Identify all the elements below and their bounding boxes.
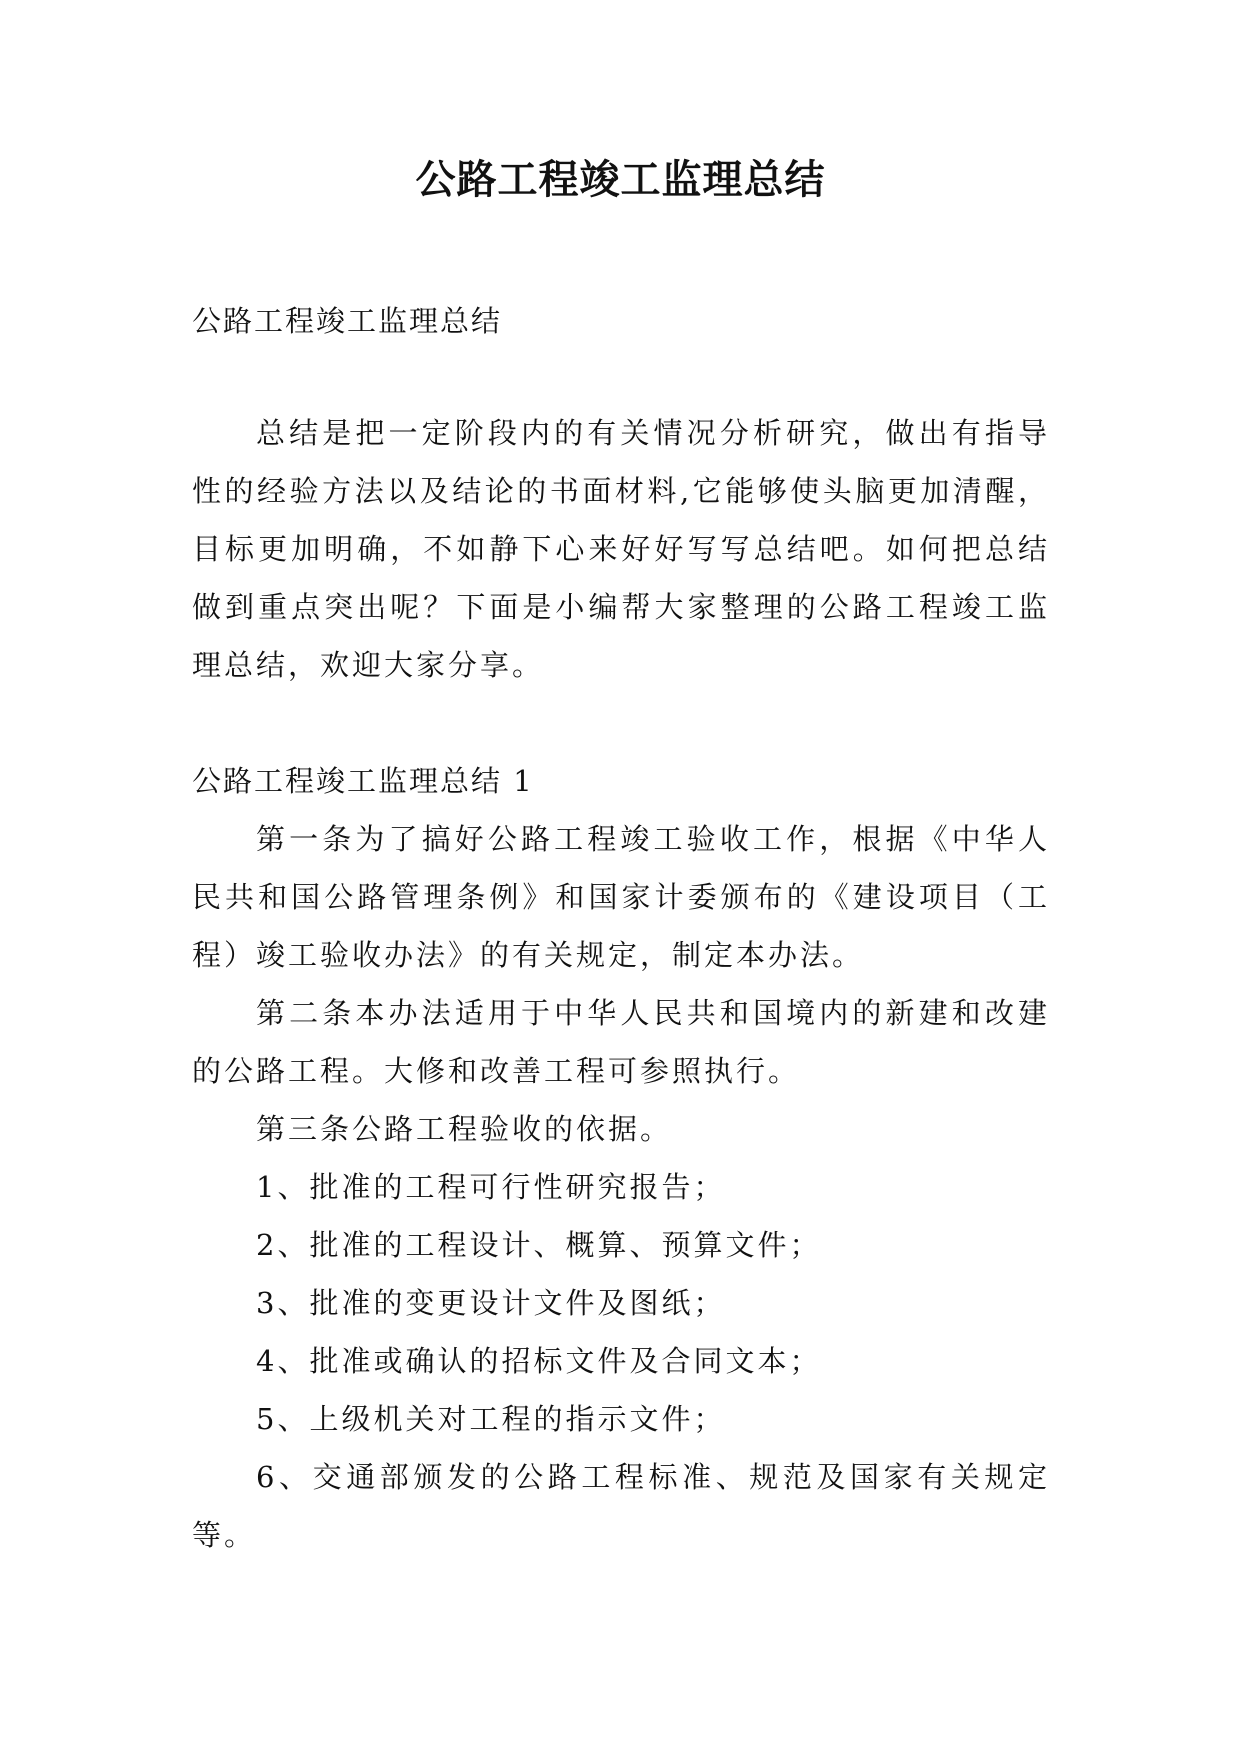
article-3-paragraph: 第三条公路工程验收的依据。: [256, 1112, 673, 1146]
list-item: 3、批准的变更设计文件及图纸；: [256, 1286, 726, 1320]
list-item: 2、批准的工程设计、概算、预算文件；: [256, 1228, 822, 1262]
list-item: 5、上级机关对工程的指示文件；: [256, 1402, 726, 1436]
document-subtitle: 公路工程竣工监理总结: [192, 304, 503, 338]
list-item: 4、批准或确认的招标文件及合同文本；: [256, 1344, 822, 1378]
list-item: 1、批准的工程可行性研究报告；: [256, 1170, 726, 1204]
section-heading: 公路工程竣工监理总结 1: [192, 764, 534, 798]
article-2-paragraph: 第二条本办法适用于中华人民共和国境内的新建和改建的公路工程。大修和改善工程可参照执行。: [192, 996, 1050, 1088]
document-body: [192, 292, 1050, 1564]
list-item: 6、交通部颁发的公路工程标准、规范及国家有关规定等。: [192, 1460, 1050, 1552]
article-1-paragraph: 第一条为了搞好公路工程竣工验收工作，根据《中华人民共和国公路管理条例》和国家计委颁布的《建设项目（工程）竣工验收办法》的有关规定，制定本办法。: [192, 822, 1050, 972]
document-title: 公路工程竣工监理总结: [415, 157, 826, 203]
intro-paragraph: 总结是把一定阶段内的有关情况分析研究，做出有指导性的经验方法以及结论的书面材料,它能够使头脑更加清醒，目标更加明确，不如静下心来好好写写总结吧。如何把总结做到重点突出呢？下面是小编帮大家整理的公路工程竣工监理总结，欢迎大家分享。: [192, 416, 1050, 682]
